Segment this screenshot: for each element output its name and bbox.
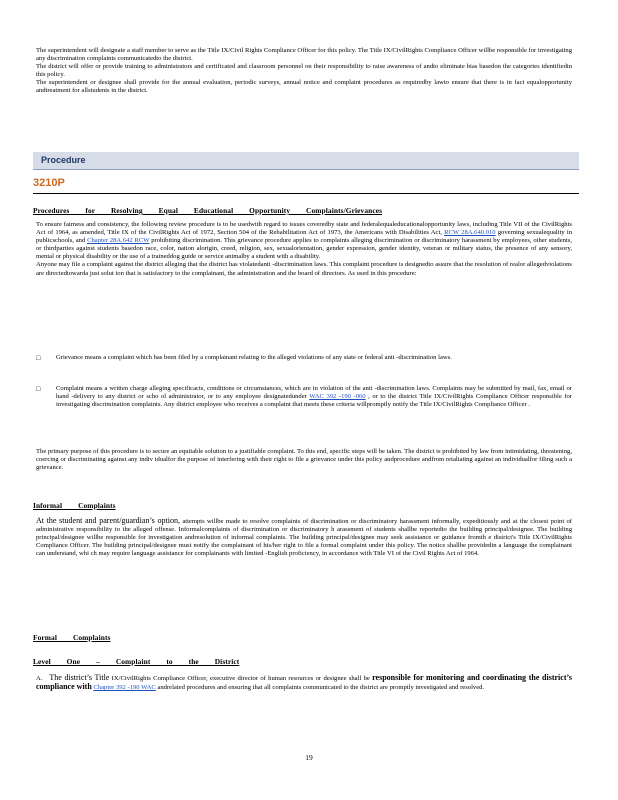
informal-text: attempts willbe made to resolve complaints of discrimination or discriminatory harassment informally, expeditiously and at the closest point of administrative responsibility to the alleged offense. Informalcomplaints of discrimination or discriminatory h arassment of students shallbe reportedto the building principal/designee. The building principal/designee willbe responsible for investigation andresolution of informal complaints. The building principal/designee may seek assistance or guidance fromth e district's Title IX/CivilRights Compliance Officer. The building principal/designee must notify the complainant of his/her right to file a formal complaint under this policy. The notice shallbe providedin a language the complainant can understand, whi ch may require language assistance for complainants with limited -English proficiency, in accordance with Title VI of the Civil Rights Act of 1964.	[36, 518, 572, 558]
informal-section	[36, 517, 572, 558]
procedure-code: 3210P	[33, 177, 65, 189]
item-bold: responsible for monitoring and coordinating the district’s compliance with	[36, 673, 572, 692]
intro-paragraph: The superintendent will designate a staff member to serve as the Title IX/Civil Rights Compliance Officer for this policy. The Title IX/CivilRights Compliance Officer willbe responsible for investigating any discrimination complaints communicatedto the district.	[36, 47, 572, 63]
intro-paragraph: The superintendent or designee shall provide for the annual evaluation, periodic surveys, annual notice and complaint procedures as requiredby lawto ensure that there is in fact equalopportunity andtreatment for allstudents in the district.	[36, 79, 572, 95]
item-lead: The district’s Title	[49, 673, 110, 682]
main-text: To ensure fairness and consistency, the following review procedure is to be usedwith regard to issues coveredby state and federalequaleducationalopportunity laws, including Title VII of the CivilRights Act of 1964, as amended, Title IX of the CivilRights Act of 1972, Section 504 of the Rehabilitation Act of 1973, the Americans with Disabilities Act,	[36, 221, 572, 237]
wac-link[interactable]: WAC 392 -190 -060	[309, 393, 366, 401]
main-text: governing sexualequality in publicschools, and	[36, 229, 573, 245]
informal-lead: At the student and parent/guardian’s option,	[36, 516, 180, 525]
level-one-item	[36, 674, 572, 692]
definition-complaint	[56, 385, 572, 409]
item-letter: A.	[36, 675, 43, 682]
purpose-paragraph: The primary purpose of this procedure is to secure an equitable solution to a justifiable complaint. To this end, specific steps will be taken. The district is prohibited by law from intimidating, threatening, coercing or discriminating against any indiv idualfor the purpose of interfering with their right to file a grievance under this policy andprocedure andfrom retaliating against an individualfor filing such a grievance.	[36, 448, 572, 472]
informal-heading: Informal Complaints	[33, 501, 116, 510]
level-one-heading: Level One – Complaint to the District	[33, 657, 240, 666]
chapter-link[interactable]: Chapter 28A.642 RCW	[87, 237, 150, 245]
main-paragraph	[36, 221, 572, 261]
main-text: prohibiting discrimination. This grievance procedure applies to complaints alleging discrimination or discriminatory harassment by employees, other students, or thirdparties against students basedon race, color, nation alorigin, creed, religion, sex, sexualorientation, gender expression, gender identity, veteran or military status, the presence of any sensory, mental or physical disability or the use of a traineddog guide or service animalby a student with a disability.	[36, 237, 572, 261]
procedure-label: Procedure	[41, 155, 86, 165]
section-heading: Procedures for Resolving Equal Educational Opportunity Complaints/Grievances	[33, 206, 383, 215]
divider	[33, 193, 579, 194]
page-number: 19	[305, 753, 313, 762]
level-one-paragraph	[36, 674, 572, 692]
definition-grievance: Grievance means a complaint which has been filed by a complainant relating to the alleged violations of any state or federal anti -discrimination laws.	[56, 354, 452, 361]
rcw-link[interactable]: RCW 28A.640.010	[444, 229, 496, 237]
definition-text: , or to the district Title IX/CivilRights Compliance Officer responsible for investigating discrimination complaints. Any district employee who receives a complaint that meets these criteria willpromptly notify the Title IX/CivilRights Compliance Officer .	[56, 393, 572, 409]
wac-chapter-link[interactable]: Chapter 392 -190 WAC	[93, 684, 156, 692]
main-section	[36, 221, 572, 278]
item-text: andrelated procedures and ensuring that all complaints communicated to the district are promptly investigated and resolved.	[157, 684, 485, 692]
definition-text: Complaint means a written charge alleging specificacts, conditions or circumstances, which are in violation of the anti -discrimination laws. Complaints may be submitted by mail, fax, email or hand -delivery to any district or scho ol administrator, or to any employee designatedunder	[56, 385, 572, 401]
informal-paragraph	[36, 517, 572, 558]
bullet-icon: □	[36, 385, 41, 393]
intro-paragraph: The district will offer or provide training to administrators and certificated and classroom personnel on their responsibility to raise awareness of andto eliminate bias basedon the categories identifiedin this policy.	[36, 63, 572, 79]
intro-section	[36, 47, 572, 96]
procedure-banner	[33, 152, 579, 170]
item-text: IX/CivilRights Compliance Officer, executive director of human resources or designee shall be	[111, 675, 370, 682]
main-paragraph: Anyone may file a complaint against the district alleging that the district has violatedanti -discrimination laws. This complaint procedure is designedto assure that the resolution of realor allegedviolations are directedtowarda just solut ion that is satisfactory to the complainant, the administration and the board of directors. As used in this procedure:	[36, 261, 572, 277]
bullet-icon: □	[36, 354, 41, 362]
formal-heading: Formal Complaints	[33, 633, 111, 642]
